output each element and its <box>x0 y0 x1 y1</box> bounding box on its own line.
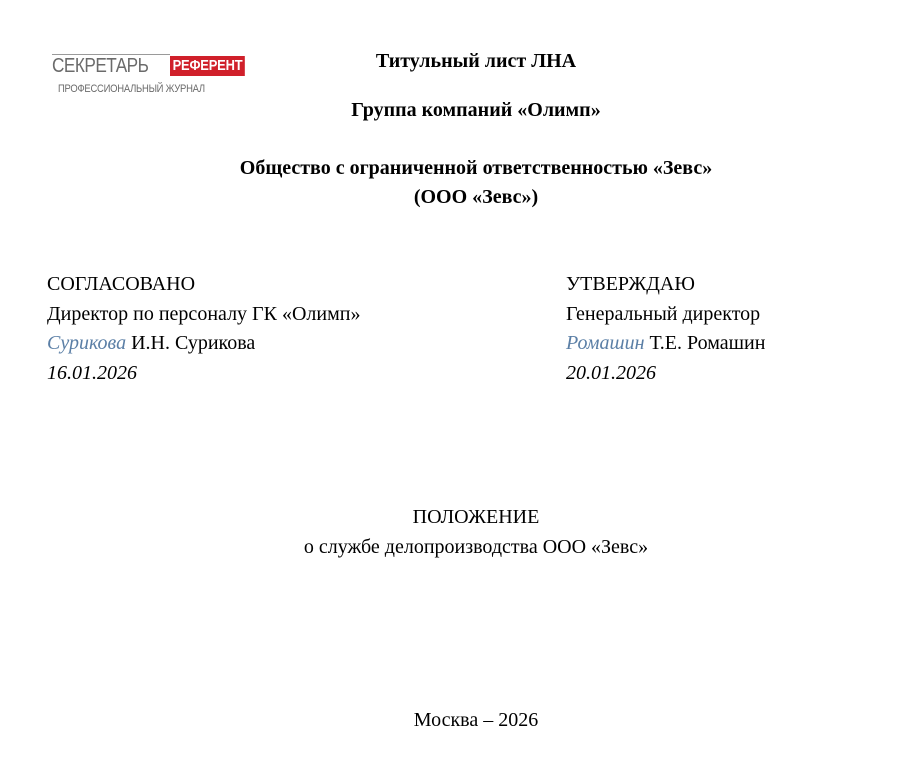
approval-date-left: 16.01.2026 <box>47 362 137 384</box>
signature-line-left <box>47 331 255 355</box>
approval-date-right: 20.01.2026 <box>566 362 656 384</box>
company-short-name: (ООО «Зевс») <box>413 186 539 208</box>
approver-name-right: Т.Е. Ромашин <box>649 332 766 354</box>
journal-logo <box>52 54 252 100</box>
approval-heading-right: УТВЕРЖДАЮ <box>566 273 695 295</box>
place-and-year: Москва – 2026 <box>413 709 539 731</box>
approver-position-right: Генеральный директор <box>566 303 761 325</box>
approver-name-left: И.Н. Сурикова <box>131 332 256 354</box>
logo-subtitle: ПРОФЕССИОНАЛЬНЫЙ ЖУРНАЛ <box>58 83 205 95</box>
signature-right: Ромашин <box>566 332 645 354</box>
signature-line-right <box>566 331 765 355</box>
logo-main-text: СЕКРЕТАРЬ <box>52 55 149 77</box>
signature-left: Сурикова <box>47 332 127 354</box>
approval-heading-left: СОГЛАСОВАНО <box>47 273 196 295</box>
document-subject: о службе делопроизводства ООО «Зевс» <box>303 536 649 558</box>
document-type: ПОЛОЖЕНИЕ <box>412 506 540 528</box>
company-group: Группа компаний «Олимп» <box>351 99 601 121</box>
logo-badge: РЕФЕРЕНТ <box>170 56 245 76</box>
company-full-name: Общество с ограниченной ответственностью «Зевс» <box>239 157 713 179</box>
approver-position-left: Директор по персоналу ГК «Олимп» <box>47 303 361 325</box>
document-title: Титульный лист ЛНА <box>375 50 577 72</box>
